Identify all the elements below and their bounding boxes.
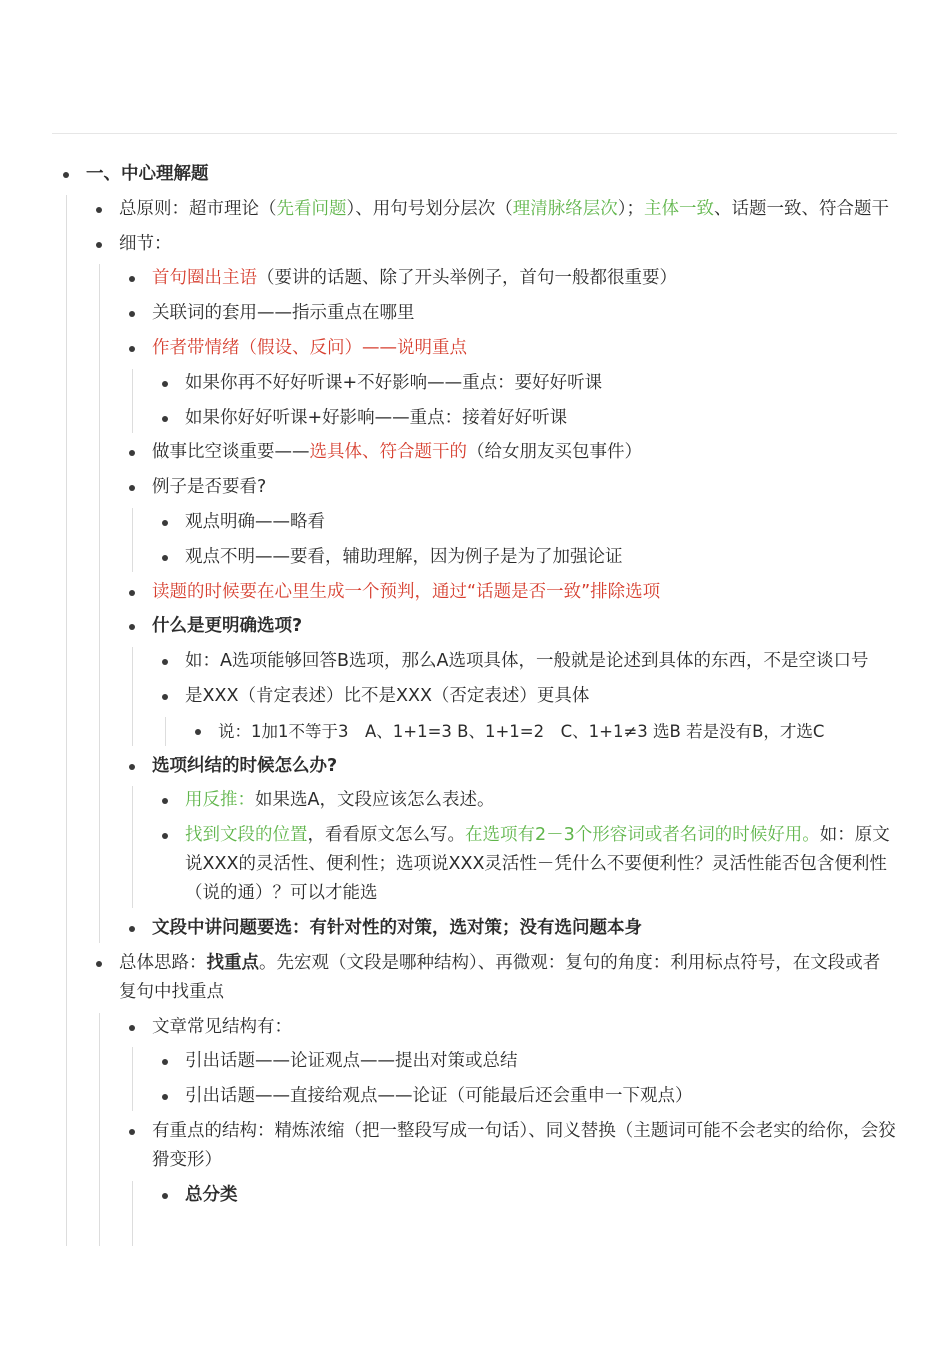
clearer-option-item: 什么是更明确选项? <box>118 612 897 641</box>
tangle-list <box>118 786 897 908</box>
emotion-example: 如果你好好听课+好影响——重点：接着好好听课 <box>151 404 897 433</box>
structures-list <box>118 1047 897 1111</box>
tangle-reverse: 用反推：如果选A，文段应该怎么表述。 <box>151 786 897 815</box>
examples-question-item: 例子是否要看? <box>118 473 897 502</box>
action-item: 做事比空谈重要——选具体、符合题干的（给女朋友买包事件） <box>118 438 897 467</box>
approach-item: 总体思路：找重点。先宏观（文段是哪种结构）、再微观：复句的角度：利用标点符号，在文段或者复句中找重点 <box>85 949 897 1007</box>
examples-question-list <box>118 508 897 572</box>
focus-structure-item: 有重点的结构：精炼浓缩（把一整段写成一句话）、同义替换（主题词可能不会老实的给你，会狡猾变形） <box>118 1117 897 1175</box>
clearer-example-2-sub <box>151 717 897 746</box>
top-divider <box>52 133 897 134</box>
examples-answer: 观点明确——略看 <box>151 508 897 537</box>
structures-item: 文章常见结构有： <box>118 1013 897 1042</box>
list-continuation <box>151 1216 897 1246</box>
structure-entry: 引出话题——论证观点——提出对策或总结 <box>151 1047 897 1076</box>
first-sentence-item: 首句圈出主语（要讲的话题、除了开头举例子，首句一般都很重要） <box>118 264 897 293</box>
clearer-example-2: 是XXX（肯定表述）比不是XXX（否定表述）更具体 <box>151 682 897 711</box>
clearer-option-list <box>118 647 897 746</box>
details-list <box>85 264 897 943</box>
clearer-example-1: 如：A选项能够回答B选项，那么A选项具体，一般就是论述到具体的东西，不是空谈口号 <box>151 647 897 676</box>
structure-entry: 引出话题——直接给观点——论证（可能最后还会重申一下观点） <box>151 1082 897 1111</box>
tangle-locate: 找到文段的位置，看看原文怎么写。在选项有2－3个形容词或者名词的时候好用。如：原文说XXX的灵活性、便利性；选项说XXX灵活性－凭什么不要便利性？灵活性能否包含便利性（说的通）？可以才能选 <box>151 821 897 908</box>
examples-answer: 观点不明——要看，辅助理解，因为例子是为了加强论证 <box>151 543 897 572</box>
approach-list <box>85 1013 897 1246</box>
general-classification-item: 总分类 <box>151 1181 897 1210</box>
section-body <box>52 195 897 1246</box>
emotion-examples <box>118 369 897 433</box>
tangle-item: 选项纠结的时候怎么办? <box>118 752 897 781</box>
principle-item: 总原则：超市理论（先看问题）、用句号划分层次（理清脉络层次）；主体一致、话题一致、符合题干 <box>85 195 897 224</box>
problem-item: 文段中讲问题要选：有针对性的对策，选对策；没有选问题本身 <box>118 914 897 943</box>
emotion-example: 如果你再不好好听课+不好影响——重点：要好好听课 <box>151 369 897 398</box>
emotion-item: 作者带情绪（假设、反问）——说明重点 <box>118 334 897 363</box>
clearer-example-2-detail: 说：1加1不等于3 A、1+1=3 B、1+1=2 C、1+1≠3 选B 若是没有B，才选C <box>184 717 897 746</box>
details-item: 细节： <box>85 230 897 259</box>
predict-item: 读题的时候要在心里生成一个预判，通过“话题是否一致”排除选项 <box>118 578 897 607</box>
section-title: 一、中心理解题 <box>52 160 897 189</box>
outline <box>52 160 897 1246</box>
connectives-item: 关联词的套用——指示重点在哪里 <box>118 299 897 328</box>
focus-structure-list <box>118 1181 897 1246</box>
